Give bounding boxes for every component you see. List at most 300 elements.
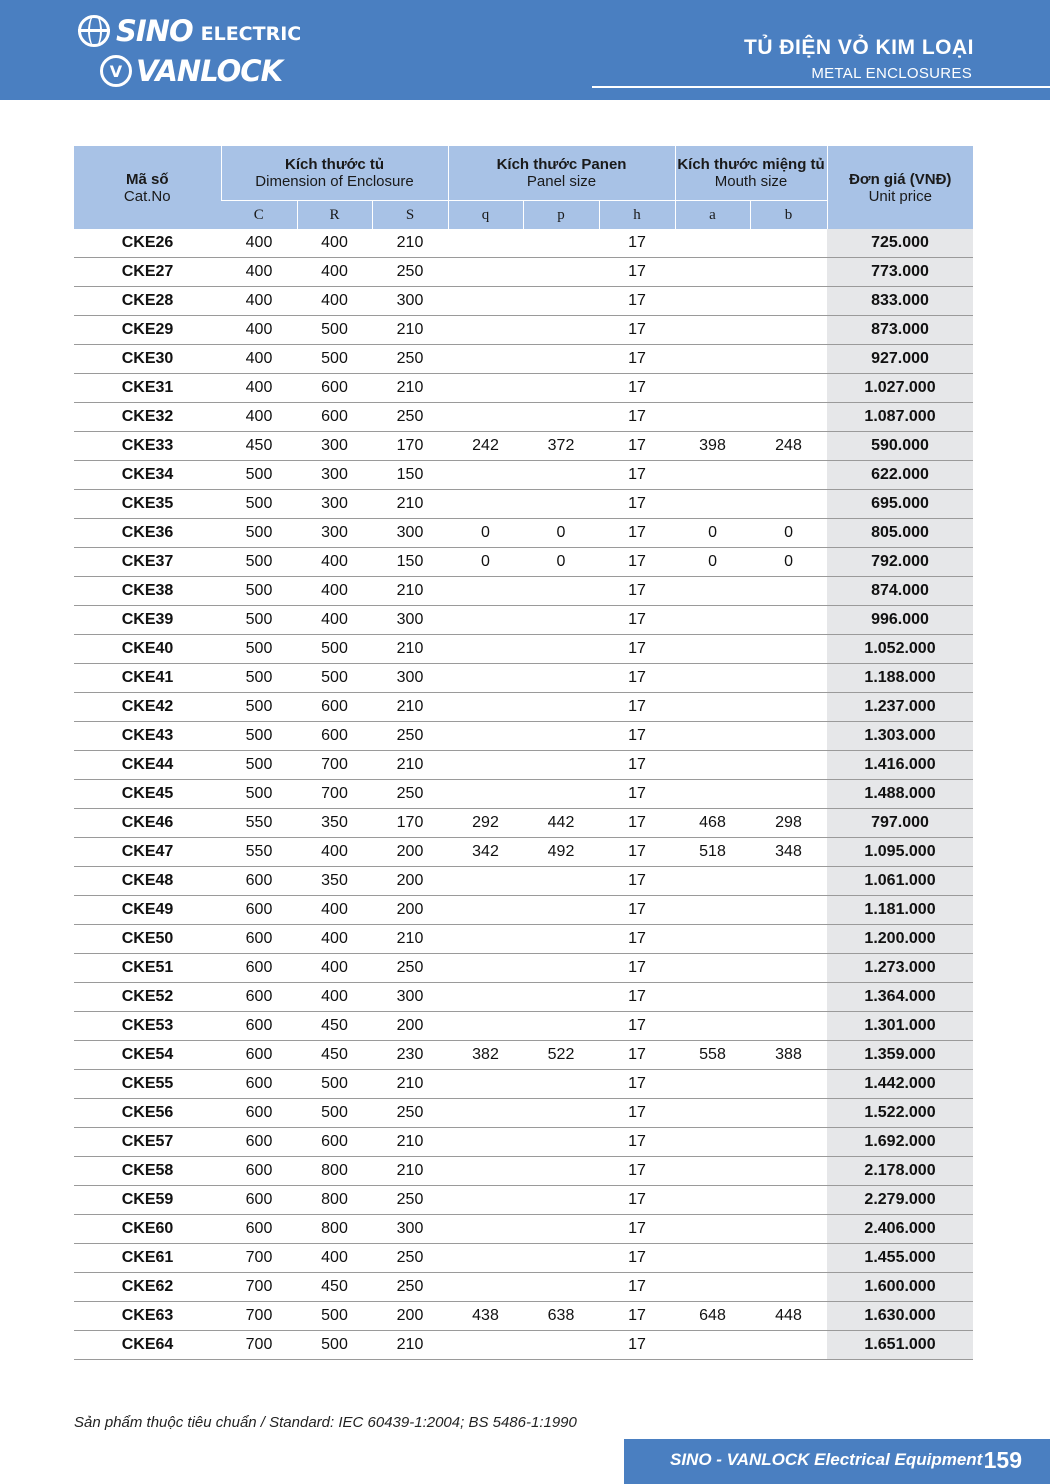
cell-c: 700 — [221, 1302, 297, 1331]
table-row — [74, 1244, 973, 1273]
cell-s: 210 — [372, 577, 448, 606]
cell-s: 210 — [372, 1157, 448, 1186]
cell-price: 1.188.000 — [827, 664, 973, 693]
cell-s: 300 — [372, 606, 448, 635]
cell-price: 773.000 — [827, 258, 973, 287]
header-sub-p: p — [523, 201, 599, 230]
cell-cat-no: CKE44 — [74, 751, 221, 780]
header-price-vi: Đơn giá (VNĐ) — [849, 170, 952, 188]
cell-a — [675, 374, 750, 403]
cell-p: 442 — [523, 809, 599, 838]
header-sub-r: R — [297, 201, 372, 230]
cell-r: 700 — [297, 751, 372, 780]
cell-c: 500 — [221, 751, 297, 780]
logo-vanlock-text: VANLOCK — [136, 54, 283, 88]
cell-b — [750, 1157, 827, 1186]
cell-cat-no: CKE31 — [74, 374, 221, 403]
cell-r: 300 — [297, 461, 372, 490]
table-row — [74, 577, 973, 606]
cell-c: 600 — [221, 896, 297, 925]
cell-q — [448, 954, 523, 983]
header-mouth-en: Mouth size — [714, 173, 788, 190]
cell-b — [750, 345, 827, 374]
cell-h: 17 — [599, 461, 675, 490]
cell-c: 600 — [221, 1099, 297, 1128]
cell-c: 400 — [221, 345, 297, 374]
table-row — [74, 316, 973, 345]
cell-q — [448, 780, 523, 809]
cell-s: 210 — [372, 635, 448, 664]
cell-a — [675, 1331, 750, 1360]
cell-b: 298 — [750, 809, 827, 838]
cell-price: 1.651.000 — [827, 1331, 973, 1360]
header-panel-vi: Kích thước Panen — [496, 156, 627, 173]
cell-b — [750, 751, 827, 780]
cell-r: 300 — [297, 432, 372, 461]
cell-q — [448, 1128, 523, 1157]
cell-cat-no: CKE41 — [74, 664, 221, 693]
cell-price: 695.000 — [827, 490, 973, 519]
cell-a: 0 — [675, 548, 750, 577]
cell-cat-no: CKE51 — [74, 954, 221, 983]
cell-cat-no: CKE58 — [74, 1157, 221, 1186]
cell-c: 500 — [221, 490, 297, 519]
cell-b — [750, 722, 827, 751]
cell-q — [448, 1012, 523, 1041]
cell-b: 0 — [750, 548, 827, 577]
table-row — [74, 1070, 973, 1099]
cell-cat-no: CKE62 — [74, 1273, 221, 1302]
cell-b — [750, 1012, 827, 1041]
table-row — [74, 258, 973, 287]
cell-b — [750, 229, 827, 258]
cell-cat-no: CKE45 — [74, 780, 221, 809]
cell-r: 400 — [297, 1244, 372, 1273]
cell-cat-no: CKE54 — [74, 1041, 221, 1070]
cell-price: 1.442.000 — [827, 1070, 973, 1099]
cell-p — [523, 722, 599, 751]
cell-h: 17 — [599, 867, 675, 896]
cell-s: 200 — [372, 838, 448, 867]
cell-s: 250 — [372, 403, 448, 432]
cell-p — [523, 954, 599, 983]
cell-price: 927.000 — [827, 345, 973, 374]
header-sub-q: q — [448, 201, 523, 230]
cell-q: 0 — [448, 548, 523, 577]
cell-h: 17 — [599, 403, 675, 432]
cell-q — [448, 664, 523, 693]
cell-r: 400 — [297, 954, 372, 983]
table-row — [74, 287, 973, 316]
cell-r: 400 — [297, 838, 372, 867]
cell-a — [675, 490, 750, 519]
cell-a — [675, 983, 750, 1012]
table-row — [74, 925, 973, 954]
table-row — [74, 1128, 973, 1157]
cell-c: 400 — [221, 287, 297, 316]
cell-cat-no: CKE47 — [74, 838, 221, 867]
cell-s: 210 — [372, 693, 448, 722]
cell-s: 250 — [372, 345, 448, 374]
cell-r: 400 — [297, 606, 372, 635]
cell-cat-no: CKE52 — [74, 983, 221, 1012]
cell-b — [750, 954, 827, 983]
cell-r: 700 — [297, 780, 372, 809]
cell-b — [750, 490, 827, 519]
cell-b — [750, 983, 827, 1012]
cell-q: 242 — [448, 432, 523, 461]
cell-cat-no: CKE39 — [74, 606, 221, 635]
table-row — [74, 1302, 973, 1331]
cell-p — [523, 229, 599, 258]
cell-c: 700 — [221, 1273, 297, 1302]
cell-p — [523, 635, 599, 664]
cell-q: 342 — [448, 838, 523, 867]
cell-r: 400 — [297, 258, 372, 287]
cell-h: 17 — [599, 1012, 675, 1041]
cell-q — [448, 722, 523, 751]
cell-cat-no: CKE59 — [74, 1186, 221, 1215]
cell-p: 372 — [523, 432, 599, 461]
cell-h: 17 — [599, 925, 675, 954]
table-row — [74, 403, 973, 432]
table-row — [74, 722, 973, 751]
cell-q — [448, 1215, 523, 1244]
header-panel-size — [448, 146, 675, 201]
cell-h: 17 — [599, 722, 675, 751]
table-row — [74, 1041, 973, 1070]
logo-electric-text: ELECTRIC — [200, 23, 302, 45]
cell-r: 450 — [297, 1041, 372, 1070]
cell-h: 17 — [599, 490, 675, 519]
cell-a — [675, 1070, 750, 1099]
cell-q — [448, 287, 523, 316]
cell-h: 17 — [599, 1041, 675, 1070]
cell-a — [675, 1157, 750, 1186]
cell-c: 500 — [221, 606, 297, 635]
cell-r: 400 — [297, 548, 372, 577]
cell-price: 996.000 — [827, 606, 973, 635]
cell-h: 17 — [599, 287, 675, 316]
table-row — [74, 896, 973, 925]
cell-b — [750, 1244, 827, 1273]
cell-p: 522 — [523, 1041, 599, 1070]
standard-note: Sản phẩm thuộc tiêu chuẩn / Standard: IEC 60439-1:2004; BS 5486-1:1990 — [74, 1414, 577, 1431]
table-row — [74, 664, 973, 693]
cell-c: 600 — [221, 1070, 297, 1099]
cell-price: 1.301.000 — [827, 1012, 973, 1041]
cell-c: 500 — [221, 461, 297, 490]
cell-a — [675, 1128, 750, 1157]
table-row — [74, 606, 973, 635]
cell-h: 17 — [599, 693, 675, 722]
cell-price: 1.027.000 — [827, 374, 973, 403]
cell-a — [675, 1012, 750, 1041]
header-unit-price — [827, 146, 973, 229]
cell-s: 200 — [372, 896, 448, 925]
cell-q — [448, 345, 523, 374]
cell-p: 638 — [523, 1302, 599, 1331]
cell-p — [523, 751, 599, 780]
cell-price: 1.181.000 — [827, 896, 973, 925]
cell-b — [750, 1273, 827, 1302]
cell-q — [448, 316, 523, 345]
cell-price: 1.488.000 — [827, 780, 973, 809]
cell-q: 292 — [448, 809, 523, 838]
cell-p — [523, 1012, 599, 1041]
cell-p: 0 — [523, 519, 599, 548]
cell-c: 500 — [221, 664, 297, 693]
cell-c: 700 — [221, 1244, 297, 1273]
cell-p — [523, 780, 599, 809]
cell-c: 400 — [221, 374, 297, 403]
cell-cat-no: CKE50 — [74, 925, 221, 954]
header-sub-c: C — [221, 201, 297, 230]
cell-b — [750, 1215, 827, 1244]
cell-a — [675, 229, 750, 258]
cell-q — [448, 229, 523, 258]
cell-cat-no: CKE46 — [74, 809, 221, 838]
cell-q — [448, 983, 523, 1012]
cell-p — [523, 1273, 599, 1302]
cell-r: 400 — [297, 925, 372, 954]
header-mouth-size — [675, 146, 827, 201]
cell-b — [750, 461, 827, 490]
cell-b — [750, 1128, 827, 1157]
logo-sino-text: SINO — [116, 14, 193, 48]
cell-a — [675, 751, 750, 780]
vanlock-logo — [100, 54, 282, 88]
cell-c: 500 — [221, 722, 297, 751]
cell-r: 600 — [297, 1128, 372, 1157]
cell-h: 17 — [599, 229, 675, 258]
cell-a — [675, 461, 750, 490]
cell-a — [675, 1099, 750, 1128]
cell-p — [523, 403, 599, 432]
cell-cat-no: CKE55 — [74, 1070, 221, 1099]
cell-p — [523, 490, 599, 519]
cell-s: 210 — [372, 925, 448, 954]
table-row — [74, 519, 973, 548]
header-divider — [592, 86, 1050, 88]
cell-c: 600 — [221, 1012, 297, 1041]
cell-a — [675, 664, 750, 693]
cell-p — [523, 1070, 599, 1099]
cell-h: 17 — [599, 1186, 675, 1215]
cell-h: 17 — [599, 1215, 675, 1244]
cell-q — [448, 1331, 523, 1360]
cell-p — [523, 577, 599, 606]
cell-a — [675, 1186, 750, 1215]
cell-r: 500 — [297, 664, 372, 693]
cell-c: 500 — [221, 519, 297, 548]
cell-s: 300 — [372, 519, 448, 548]
table-row — [74, 751, 973, 780]
cell-h: 17 — [599, 751, 675, 780]
cell-cat-no: CKE40 — [74, 635, 221, 664]
cell-q — [448, 867, 523, 896]
page-number: 159 — [983, 1447, 1022, 1473]
cell-r: 500 — [297, 1302, 372, 1331]
cell-r: 800 — [297, 1157, 372, 1186]
table-row — [74, 1273, 973, 1302]
cell-cat-no: CKE37 — [74, 548, 221, 577]
cell-a — [675, 1244, 750, 1273]
cell-price: 590.000 — [827, 432, 973, 461]
cell-s: 210 — [372, 316, 448, 345]
table-row — [74, 1012, 973, 1041]
cell-c: 500 — [221, 780, 297, 809]
cell-price: 1.416.000 — [827, 751, 973, 780]
page-subtitle: METAL ENCLOSURES — [811, 65, 972, 82]
cell-s: 150 — [372, 461, 448, 490]
cell-b — [750, 1070, 827, 1099]
page-header — [0, 0, 1050, 100]
cell-b — [750, 780, 827, 809]
cell-c: 400 — [221, 229, 297, 258]
cell-price: 1.359.000 — [827, 1041, 973, 1070]
cell-a — [675, 722, 750, 751]
cell-s: 250 — [372, 722, 448, 751]
cell-p — [523, 287, 599, 316]
cell-p — [523, 258, 599, 287]
cell-s: 150 — [372, 548, 448, 577]
cell-h: 17 — [599, 316, 675, 345]
cell-cat-no: CKE61 — [74, 1244, 221, 1273]
cell-h: 17 — [599, 1157, 675, 1186]
cell-cat-no: CKE48 — [74, 867, 221, 896]
cell-a — [675, 287, 750, 316]
cell-b — [750, 664, 827, 693]
cell-q — [448, 635, 523, 664]
cell-p: 492 — [523, 838, 599, 867]
cell-h: 17 — [599, 780, 675, 809]
cell-price: 1.052.000 — [827, 635, 973, 664]
cell-b — [750, 258, 827, 287]
cell-q — [448, 896, 523, 925]
cell-s: 200 — [372, 1302, 448, 1331]
cell-s: 300 — [372, 287, 448, 316]
table-row — [74, 229, 973, 258]
table-row — [74, 1157, 973, 1186]
cell-b — [750, 896, 827, 925]
cell-q — [448, 925, 523, 954]
cell-q — [448, 403, 523, 432]
cell-c: 600 — [221, 1215, 297, 1244]
cell-s: 210 — [372, 490, 448, 519]
table-row — [74, 954, 973, 983]
table-row — [74, 1331, 973, 1360]
table-row — [74, 1186, 973, 1215]
table-row — [74, 548, 973, 577]
cell-c: 400 — [221, 316, 297, 345]
header-enclosure-dimension — [221, 146, 448, 201]
cell-h: 17 — [599, 1273, 675, 1302]
cell-p — [523, 345, 599, 374]
cell-h: 17 — [599, 432, 675, 461]
cell-r: 300 — [297, 490, 372, 519]
cell-s: 210 — [372, 229, 448, 258]
cell-h: 17 — [599, 664, 675, 693]
cell-price: 1.061.000 — [827, 867, 973, 896]
cell-p — [523, 316, 599, 345]
cell-a: 648 — [675, 1302, 750, 1331]
cell-p — [523, 1128, 599, 1157]
cell-a — [675, 635, 750, 664]
cell-p — [523, 461, 599, 490]
cell-b — [750, 1331, 827, 1360]
cell-h: 17 — [599, 1070, 675, 1099]
cell-price: 1.303.000 — [827, 722, 973, 751]
cell-r: 400 — [297, 229, 372, 258]
header-mouth-vi: Kích thước miệng tủ — [677, 156, 825, 173]
cell-p — [523, 925, 599, 954]
enclosure-spec-table — [74, 146, 973, 1360]
cell-c: 500 — [221, 548, 297, 577]
cell-price: 805.000 — [827, 519, 973, 548]
cell-cat-no: CKE35 — [74, 490, 221, 519]
table-row — [74, 635, 973, 664]
cell-r: 350 — [297, 867, 372, 896]
cell-q — [448, 1244, 523, 1273]
cell-s: 250 — [372, 1244, 448, 1273]
cell-cat-no: CKE27 — [74, 258, 221, 287]
table-row — [74, 345, 973, 374]
cell-p — [523, 1099, 599, 1128]
cell-h: 17 — [599, 983, 675, 1012]
cell-cat-no: CKE49 — [74, 896, 221, 925]
cell-b — [750, 1186, 827, 1215]
cell-a — [675, 258, 750, 287]
cell-p — [523, 1244, 599, 1273]
cell-cat-no: CKE43 — [74, 722, 221, 751]
cell-r: 600 — [297, 722, 372, 751]
cell-price: 622.000 — [827, 461, 973, 490]
cell-p — [523, 983, 599, 1012]
table-row — [74, 983, 973, 1012]
cell-price: 1.364.000 — [827, 983, 973, 1012]
header-cat-en: Cat.No — [123, 187, 171, 205]
header-sub-s: S — [372, 201, 448, 230]
cell-price: 1.692.000 — [827, 1128, 973, 1157]
cell-price: 1.630.000 — [827, 1302, 973, 1331]
cell-r: 600 — [297, 374, 372, 403]
cell-h: 17 — [599, 258, 675, 287]
cell-b — [750, 635, 827, 664]
cell-price: 1.087.000 — [827, 403, 973, 432]
cell-r: 500 — [297, 635, 372, 664]
cell-a — [675, 780, 750, 809]
cell-c: 600 — [221, 867, 297, 896]
cell-b — [750, 606, 827, 635]
header-sub-h: h — [599, 201, 675, 230]
cell-c: 600 — [221, 925, 297, 954]
cell-s: 300 — [372, 1215, 448, 1244]
cell-a — [675, 606, 750, 635]
cell-c: 700 — [221, 1331, 297, 1360]
cell-price: 1.600.000 — [827, 1273, 973, 1302]
cell-q — [448, 577, 523, 606]
cell-b — [750, 287, 827, 316]
cell-price: 1.095.000 — [827, 838, 973, 867]
header-enclosure-en: Dimension of Enclosure — [255, 173, 414, 190]
cell-r: 500 — [297, 316, 372, 345]
cell-p: 0 — [523, 548, 599, 577]
cell-q — [448, 1186, 523, 1215]
cell-a — [675, 896, 750, 925]
cell-a — [675, 1215, 750, 1244]
cell-a — [675, 1273, 750, 1302]
